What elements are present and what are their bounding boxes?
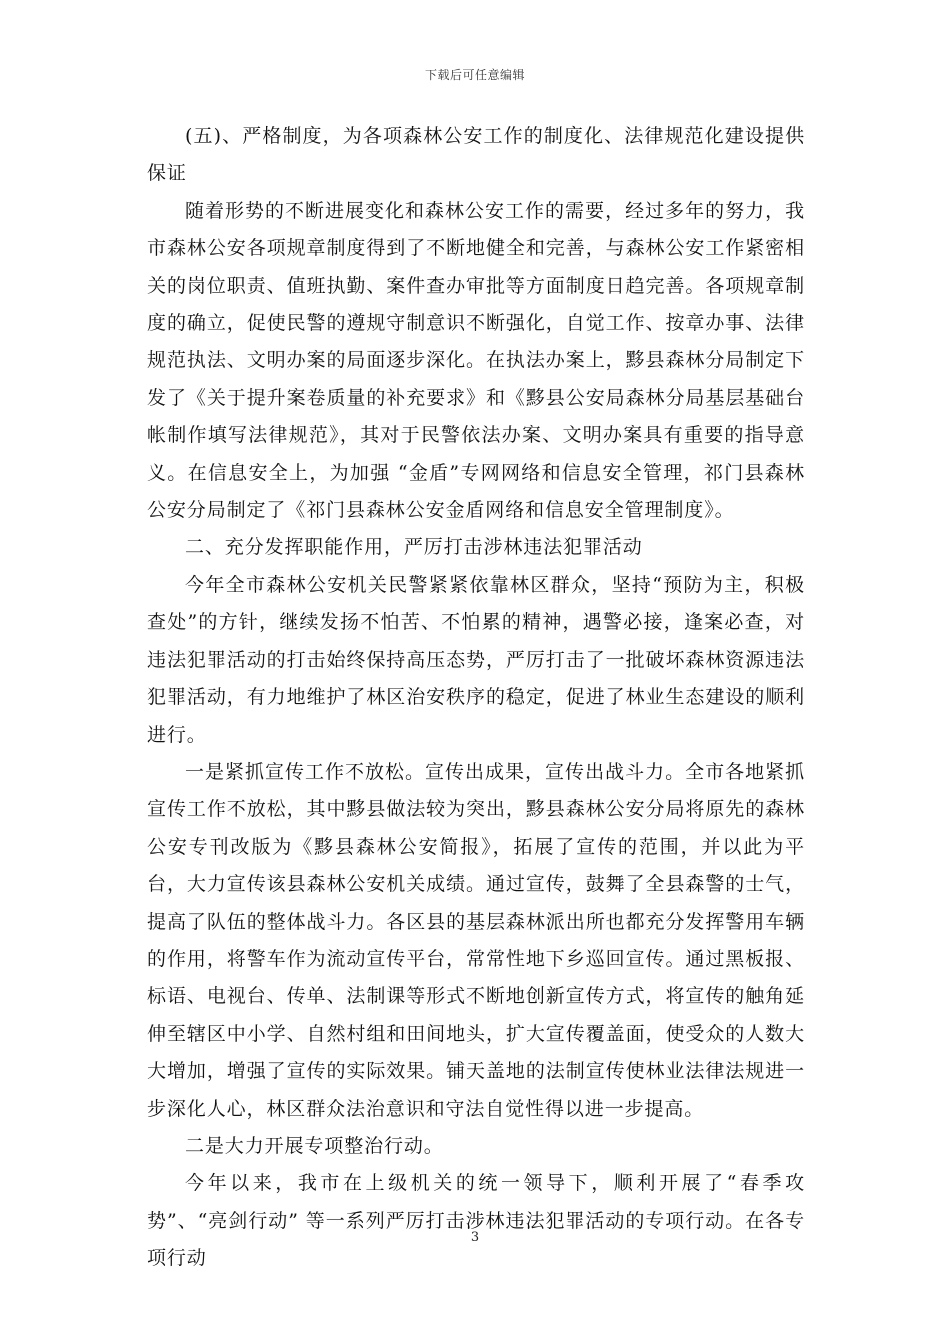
page-number: 3 xyxy=(470,1230,480,1245)
page-header: 下载后可任意编辑 xyxy=(424,68,525,82)
paragraph-publicity: 一是紧抓宣传工作不放松。宣传出成果，宣传出战斗力。全市各地紧抓宣传工作不放松，其中黟县做法较为突出，黟县森林公安分局将原先的森林公安专刊改版为《黟县森林公安简报》，拓展了宣传的范围，并以此为平台，大力宣传该县森林公安机关成绩。通过宣传，鼓舞了全县森警的士气，提高了队伍的整体战斗力。各区县的基层森林派出所也都充分发挥警用车辆的作用，将警车作为流动宣传平台，常常性地下乡巡回宣传。通过黑板报、标语、电视台、传单、法制课等形式不断地创新宣传方式，将宣传的触角延伸至辖区中小学、自然村组和田间地头，扩大宣传覆盖面，使受众的人数大大增加，增强了宣传的实际效果。铺天盖地的法制宣传使林业法律法规进一步深化人心，林区群众法治意识和守法自觉性得以进一步提高。 xyxy=(147,760,805,1120)
section-heading-two: 二、充分发挥职能作用，严厉打击涉林违法犯罪活动 xyxy=(185,536,643,559)
paragraph-regulations: 随着形势的不断进展变化和森林公安工作的需要，经过多年的努力，我市森林公安各项规章制度得到了不断地健全和完善，与森林公安工作紧密相关的岗位职责、值班执勤、案件查办审批等方面制度日趋完善。各项规章制度的确立，促使民警的遵规守制意识不断强化，自觉工作、按章办事、法律规范执法、文明办案的局面逐步深化。在执法办案上，黟县森林分局制定下发了《关于提升案卷质量的补充要求》和《黟县公安局森林分局基层基础台帐制作填写法律规范》，其对于民警依法办案、文明办案具有重要的指导意义。在信息安全上，为加强 “金盾”专网网络和信息安全管理，祁门县森林公安分局制定了《祁门县森林公安金盾网络和信息安全管理制度》。 xyxy=(147,199,805,522)
subheading-special-actions: 二是大力开展专项整治行动。 xyxy=(185,1134,444,1157)
paragraph-crackdown: 今年全市森林公安机关民警紧紧依靠林区群众，坚持“预防为主，积极查处”的方针，继续发扬不怕苦、不怕累的精神，遇警必接，逢案必查，对违法犯罪活动的打击始终保持高压态势，严厉打击了一批破坏森林资源违法犯罪活动，有力地维护了林区治安秩序的稳定，促进了林业生态建设的顺利进行。 xyxy=(147,573,805,746)
document-body xyxy=(147,118,805,1278)
paragraph-special-actions: 今年以来，我市在上级机关的统一领导下，顺利开展了“春季攻势”、“亮剑行动” 等一系列严厉打击涉林违法犯罪活动的专项行动。在各专项行动 xyxy=(147,1172,805,1270)
section-heading-five: (五)、严格制度，为各项森林公安工作的制度化、法律规范化建设提供保证 xyxy=(147,125,805,185)
